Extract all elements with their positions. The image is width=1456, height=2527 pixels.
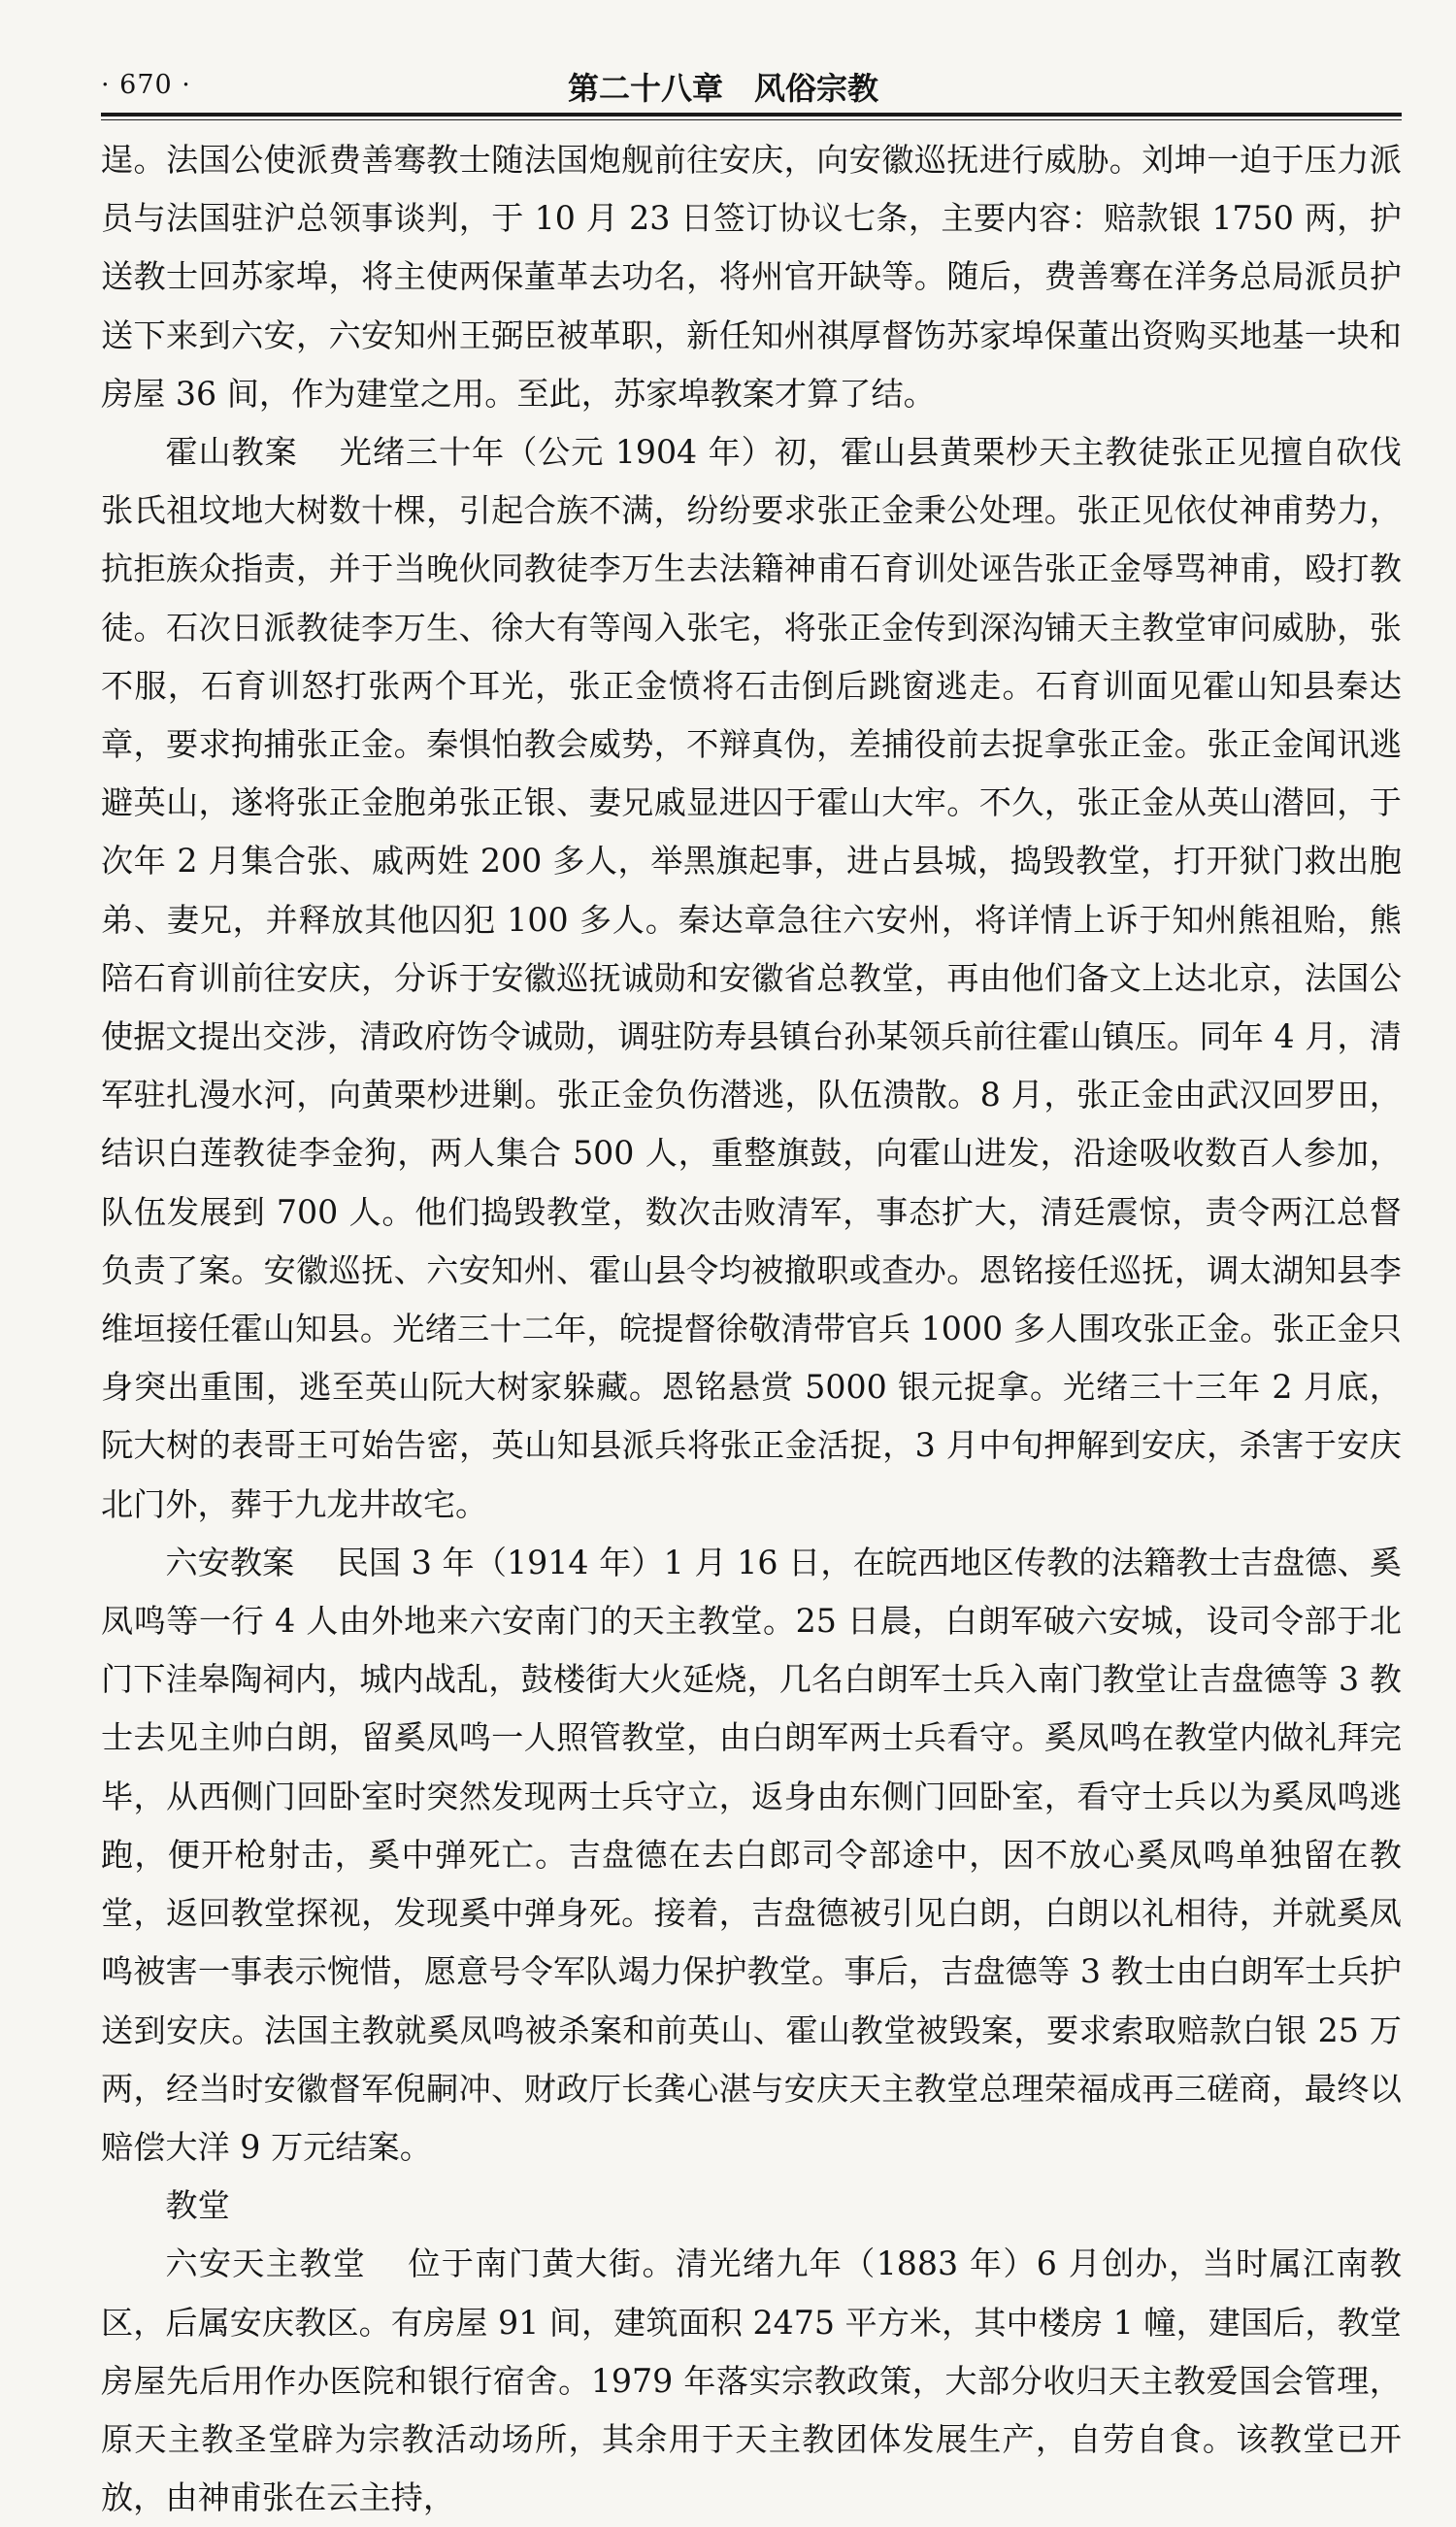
- paragraph-text: 光绪三十年（公元 1904 年）初，霍山县黄栗杪天主教徒张正见擅自砍伐张氏祖坟地大树数十棵，引起合族不满，纷纷要求张正金秉公处理。张正见依仗神甫势力，抗拒族众指责，并于当晚伙同教徒李万生去法籍神甫石育训处诬告张正金辱骂神甫，殴打教徒。石次日派教徒李万生、徐大有等闯入张宅，将张正金传到深沟铺天主教堂审问威胁，张不服，石育训怒打张两个耳光，张正金愤将石击倒后跳窗逃走。石育训面见霍山知县秦达章，要求拘捕张正金。秦惧怕教会威势，不辩真伪，差捕役前去捉拿张正金。张正金闻讯逃避英山，遂将张正金胞弟张正银、妻兄戚显进囚于霍山大牢。不久，张正金从英山潜回，于次年 2 月集合张、戚两姓 200 多人，举黑旗起事，进占县城，捣毁教堂，打开狱门救出胞弟、妻兄，并释放其他囚犯 100 多人。秦达章急往六安州，将详情上诉于知州熊祖贻，熊陪石育训前往安庆，分诉于安徽巡抚诚勋和安徽省总教堂，再由他们备文上达北京，法国公使据文提出交涉，清政府饬令诚勋，调驻防寿县镇台孙某领兵前往霍山镇压。同年 4 月，清军驻扎漫水河，向黄栗杪进剿。张正金负伤潜逃，队伍溃散。8 月，张正金由武汉回罗田，结识白莲教徒李金狗，两人集合 500 人，重整旗鼓，向霍山进发，沿途吸收数百人参加，队伍发展到 700 人。他们捣毁教堂，数次击败清军，事态扩大，清廷震惊，责令两江总督负责了案。安徽巡抚、六安知州、霍山县令均被撤职或查办。恩铭接任巡抚，调太湖知县李维垣接任霍山知县。光绪三十二年，皖提督徐敬清带官兵 1000 多人围攻张正金。张正金只身突出重围，逃至英山阮大树家躲藏。恩铭悬赏 5000 银元捉拿。光绪三十三年 2 月底，阮大树的表哥王可始告密，英山知县派兵将张正金活捉，3 月中旬押解到安庆，杀害于安庆北门外，葬于九龙井故宅。: [101, 433, 1402, 1523]
- page-header: [0, 60, 1456, 116]
- paragraph-text: 位于南门黄大街。清光绪九年（1883 年）6 月创办，当时属江南教区，后属安庆教区。有房屋 91 间，建筑面积 2475 平方米，其中楼房 1 幢，建国后，教堂房屋先后用作办医院和银行宿舍。1979 年落实宗教政策，大部分收归天主教爱国会管理，原天主教圣堂辟为宗教活动场所，其余用于天主教团体发展生产，自劳自食。该教堂已开放，由神甫张在云主持，: [101, 2244, 1403, 2517]
- paragraph-suji-case-end: [101, 131, 1402, 423]
- header-rule-thick: [101, 113, 1402, 116]
- paragraph-text: 逞。法国公使派费善骞教士随法国炮舰前往安庆，向安徽巡抚进行威胁。刘坤一迫于压力派员与法国驻沪总领事谈判，于 10 月 23 日签订协议七条，主要内容：赔款银 1750 两，护送教士回苏家埠，将主使两保董革去功名，将州官开缺等。随后，费善骞在洋务总局派员护送下来到六安，六安知州王弼臣被革职，新任知州祺厚督饬苏家埠保董出资购买地基一块和房屋 36 间，作为建堂之用。至此，苏家埠教案才算了结。: [101, 141, 1402, 413]
- paragraph-huoshan-case: [101, 423, 1402, 1534]
- section-heading: 六安天主教堂: [165, 2244, 367, 2283]
- subsection-title: 教堂: [165, 2186, 230, 2225]
- section-heading: 霍山教案: [165, 433, 298, 472]
- subsection-title-churches: [101, 2177, 1402, 2235]
- header-rule-thin: [101, 119, 1402, 120]
- chapter-title: 第二十八章 风俗宗教: [568, 70, 879, 107]
- body-text: [101, 131, 1402, 2527]
- paragraph-luan-case: [101, 1534, 1402, 2177]
- paragraph-text: 民国 3 年（1914 年）1 月 16 日，在皖西地区传教的法籍教士吉盘德、奚凤鸣等一行 4 人由外地来六安南门的天主教堂。25 日晨，白朗军破六安城，设司令部于北门下洼皋陶祠内，城内战乱，鼓楼街大火延烧，几名白朗军士兵入南门教堂让吉盘德等 3 教士去见主帅白朗，留奚凤鸣一人照管教堂，由白朗军两士兵看守。奚凤鸣在教堂内做礼拜完毕，从西侧门回卧室时突然发现两士兵守立，返身由东侧门回卧室，看守士兵以为奚凤鸣逃跑，便开枪射击，奚中弹死亡。吉盘德在去白郎司令部途中，因不放心奚凤鸣单独留在教堂，返回教堂探视，发现奚中弹身死。接着，吉盘德被引见白朗，白朗以礼相待，并就奚凤鸣被害一事表示惋惜，愿意号令军队竭力保护教堂。事后，吉盘德等 3 教士由白朗军士兵护送到安庆。法国主教就奚凤鸣被杀案和前英山、霍山教堂被毁案，要求索取赔款白银 25 万两，经当时安徽督军倪嗣冲、财政厅长龚心湛与安庆天主教堂总理荣福成再三磋商，最终以赔偿大洋 9 万元结案。: [101, 1543, 1403, 2166]
- section-heading: 六安教案: [165, 1543, 295, 1581]
- paragraph-luan-catholic-church: [101, 2235, 1402, 2527]
- page-number: · 670 ·: [101, 70, 191, 100]
